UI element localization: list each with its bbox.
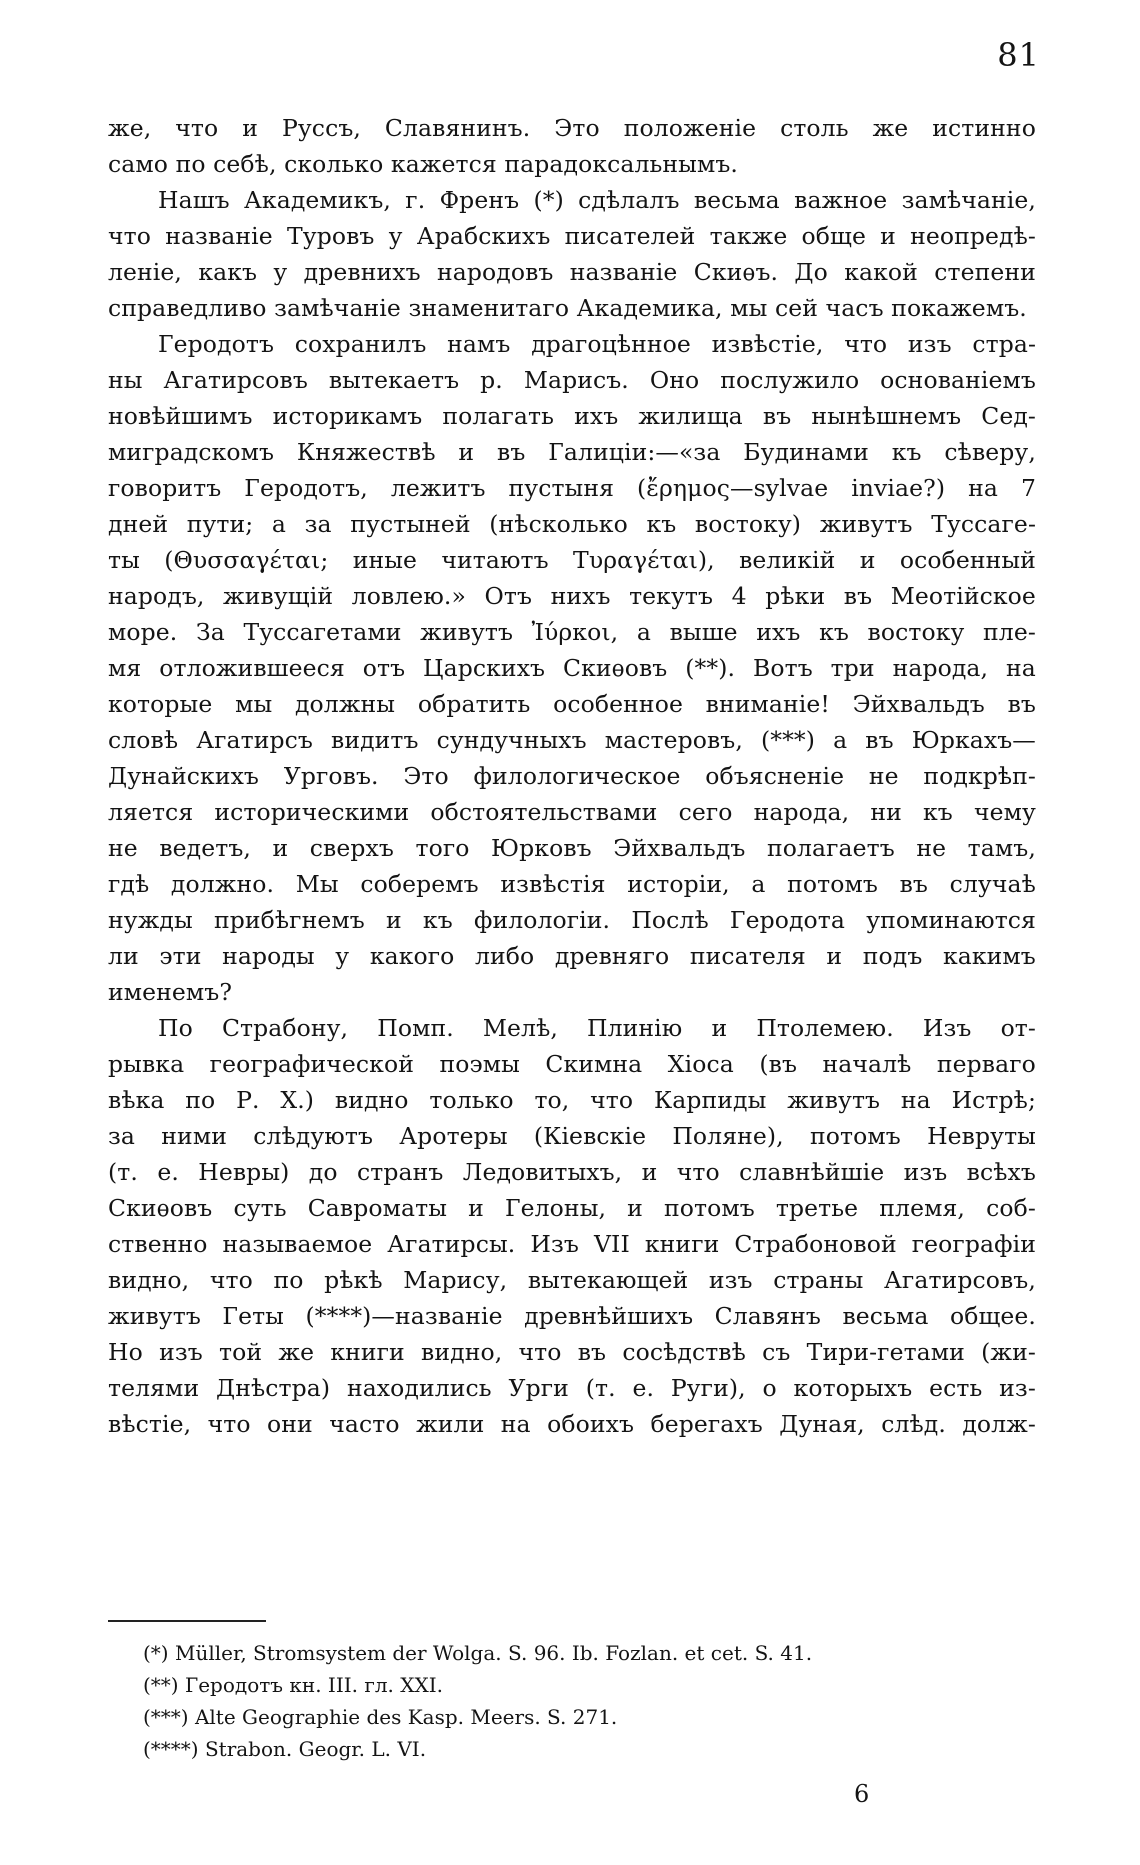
footnote: (**) Геродотъ кн. III. гл. XXI. (143, 1673, 443, 1697)
text-line: говоритъ Геродотъ, лежитъ пустыня (ἔρημος—sylvae inviae?) на 7 (108, 474, 1036, 502)
text-line: мя отложившееся отъ Царскихъ Скиѳовъ (**). Вотъ три народа, на (108, 654, 1036, 682)
text-line: новѣйшимъ историкамъ полагать ихъ жилища въ нынѣшнемъ Сед- (108, 402, 1036, 430)
text-line: леніе, какъ у древнихъ народовъ названіе Скиѳъ. До какой степени (108, 258, 1036, 286)
text-line: Нашъ Академикъ, г. Френъ (*) сдѣлалъ весьма важное замѣчаніе, (158, 186, 1036, 214)
signature-mark: 6 (854, 1780, 870, 1808)
text-line: ственно называемое Агатирсы. Изъ VII книги Страбоновой географіи (108, 1230, 1036, 1258)
text-line: видно, что по рѣкѣ Марису, вытекающей изъ страны Агатирсовъ, (108, 1266, 1036, 1294)
text-line: Геродотъ сохранилъ намъ драгоцѣнное извѣстіе, что изъ стра- (158, 330, 1036, 358)
text-line: что названіе Туровъ у Арабскихъ писателей также обще и неопредѣ- (108, 222, 1036, 250)
body-text (108, 110, 1036, 1442)
text-line: народъ, живущій ловлею.» Отъ нихъ текутъ 4 рѣки въ Меотійское (108, 582, 1036, 610)
footnote: (****) Strabon. Geogr. L. VI. (143, 1737, 427, 1761)
text-line: ты (Θυσσαγέται; иные читаютъ Τυραγέται), великій и особенный (108, 546, 1036, 574)
text-line: вѣстіе, что они часто жили на обоихъ берегахъ Дуная, слѣд. долж- (108, 1410, 1036, 1438)
text-line: ляется историческими обстоятельствами сего народа, ни къ чему (108, 798, 1036, 826)
text-line: за ними слѣдуютъ Аротеры (Кіевскіе Поляне), потомъ Невруты (108, 1122, 1036, 1150)
text-line: словѣ Агатирсъ видитъ сундучныхъ мастеровъ, (***) а въ Юркахъ— (108, 726, 1036, 754)
text-line: миградскомъ Княжествѣ и въ Галиціи:—«за Будинами къ сѣверу, (108, 438, 1036, 466)
text-line: именемъ? (108, 978, 233, 1006)
text-line: ли эти народы у какого либо древняго писателя и подъ какимъ (108, 942, 1036, 970)
text-line: само по себѣ, сколько кажется парадоксальнымъ. (108, 150, 738, 178)
text-line: же, что и Руссъ, Славянинъ. Это положеніе столь же истинно (108, 114, 1036, 142)
text-line: Но изъ той же книги видно, что въ сосѣдствѣ съ Тири-гетами (жи- (108, 1338, 1036, 1366)
text-line: Скиѳовъ суть Савроматы и Гелоны, и потомъ третье племя, соб- (108, 1194, 1036, 1222)
footnotes (143, 1637, 1023, 1765)
text-line: нужды прибѣгнемъ и къ филологіи. Послѣ Геродота упоминаются (108, 906, 1036, 934)
text-line: которые мы должны обратить особенное вниманіе! Эйхвальдъ въ (108, 690, 1036, 718)
text-line: ны Агатирсовъ вытекаетъ р. Марисъ. Оно послужило основаніемъ (108, 366, 1036, 394)
text-line: дней пути; а за пустыней (нѣсколько къ востоку) живутъ Туссаге- (108, 510, 1036, 538)
text-line: По Страбону, Помп. Мелѣ, Плинію и Птолемею. Изъ от- (158, 1014, 1036, 1042)
footnote-rule (108, 1620, 266, 1622)
text-line: море. За Туссагетами живутъ Ἰύρκοι, а выше ихъ къ востоку пле- (108, 618, 1036, 646)
page-number: 81 (997, 36, 1040, 74)
text-line: живутъ Геты (****)—названіе древнѣйшихъ Славянъ весьма общее. (108, 1302, 1036, 1330)
text-line: не ведетъ, и сверхъ того Юрковъ Эйхвальдъ полагаетъ не тамъ, (108, 834, 1036, 862)
text-line: телями Днѣстра) находились Урги (т. е. Руги), о которыхъ есть из- (108, 1374, 1036, 1402)
footnote: (***) Alte Geographie des Kasp. Meers. S. 271. (143, 1705, 618, 1729)
footnote: (*) Müller, Stromsystem der Wolga. S. 96. Ib. Fozlan. et cet. S. 41. (143, 1641, 813, 1665)
text-line: рывка географической поэмы Скимна Хіоса (въ началѣ перваго (108, 1050, 1036, 1078)
text-line: вѣка по Р. Х.) видно только то, что Карпиды живутъ на Истрѣ; (108, 1086, 1036, 1114)
text-line: Дунайскихъ Урговъ. Это филологическое объясненіе не подкрѣп- (108, 762, 1036, 790)
text-line: справедливо замѣчаніе знаменитаго Академика, мы сей часъ покажемъ. (108, 294, 1027, 322)
text-line: гдѣ должно. Мы соберемъ извѣстія исторіи, а потомъ въ случаѣ (108, 870, 1036, 898)
text-line: (т. е. Невры) до странъ Ледовитыхъ, и что славнѣйшіе изъ всѣхъ (108, 1158, 1036, 1186)
